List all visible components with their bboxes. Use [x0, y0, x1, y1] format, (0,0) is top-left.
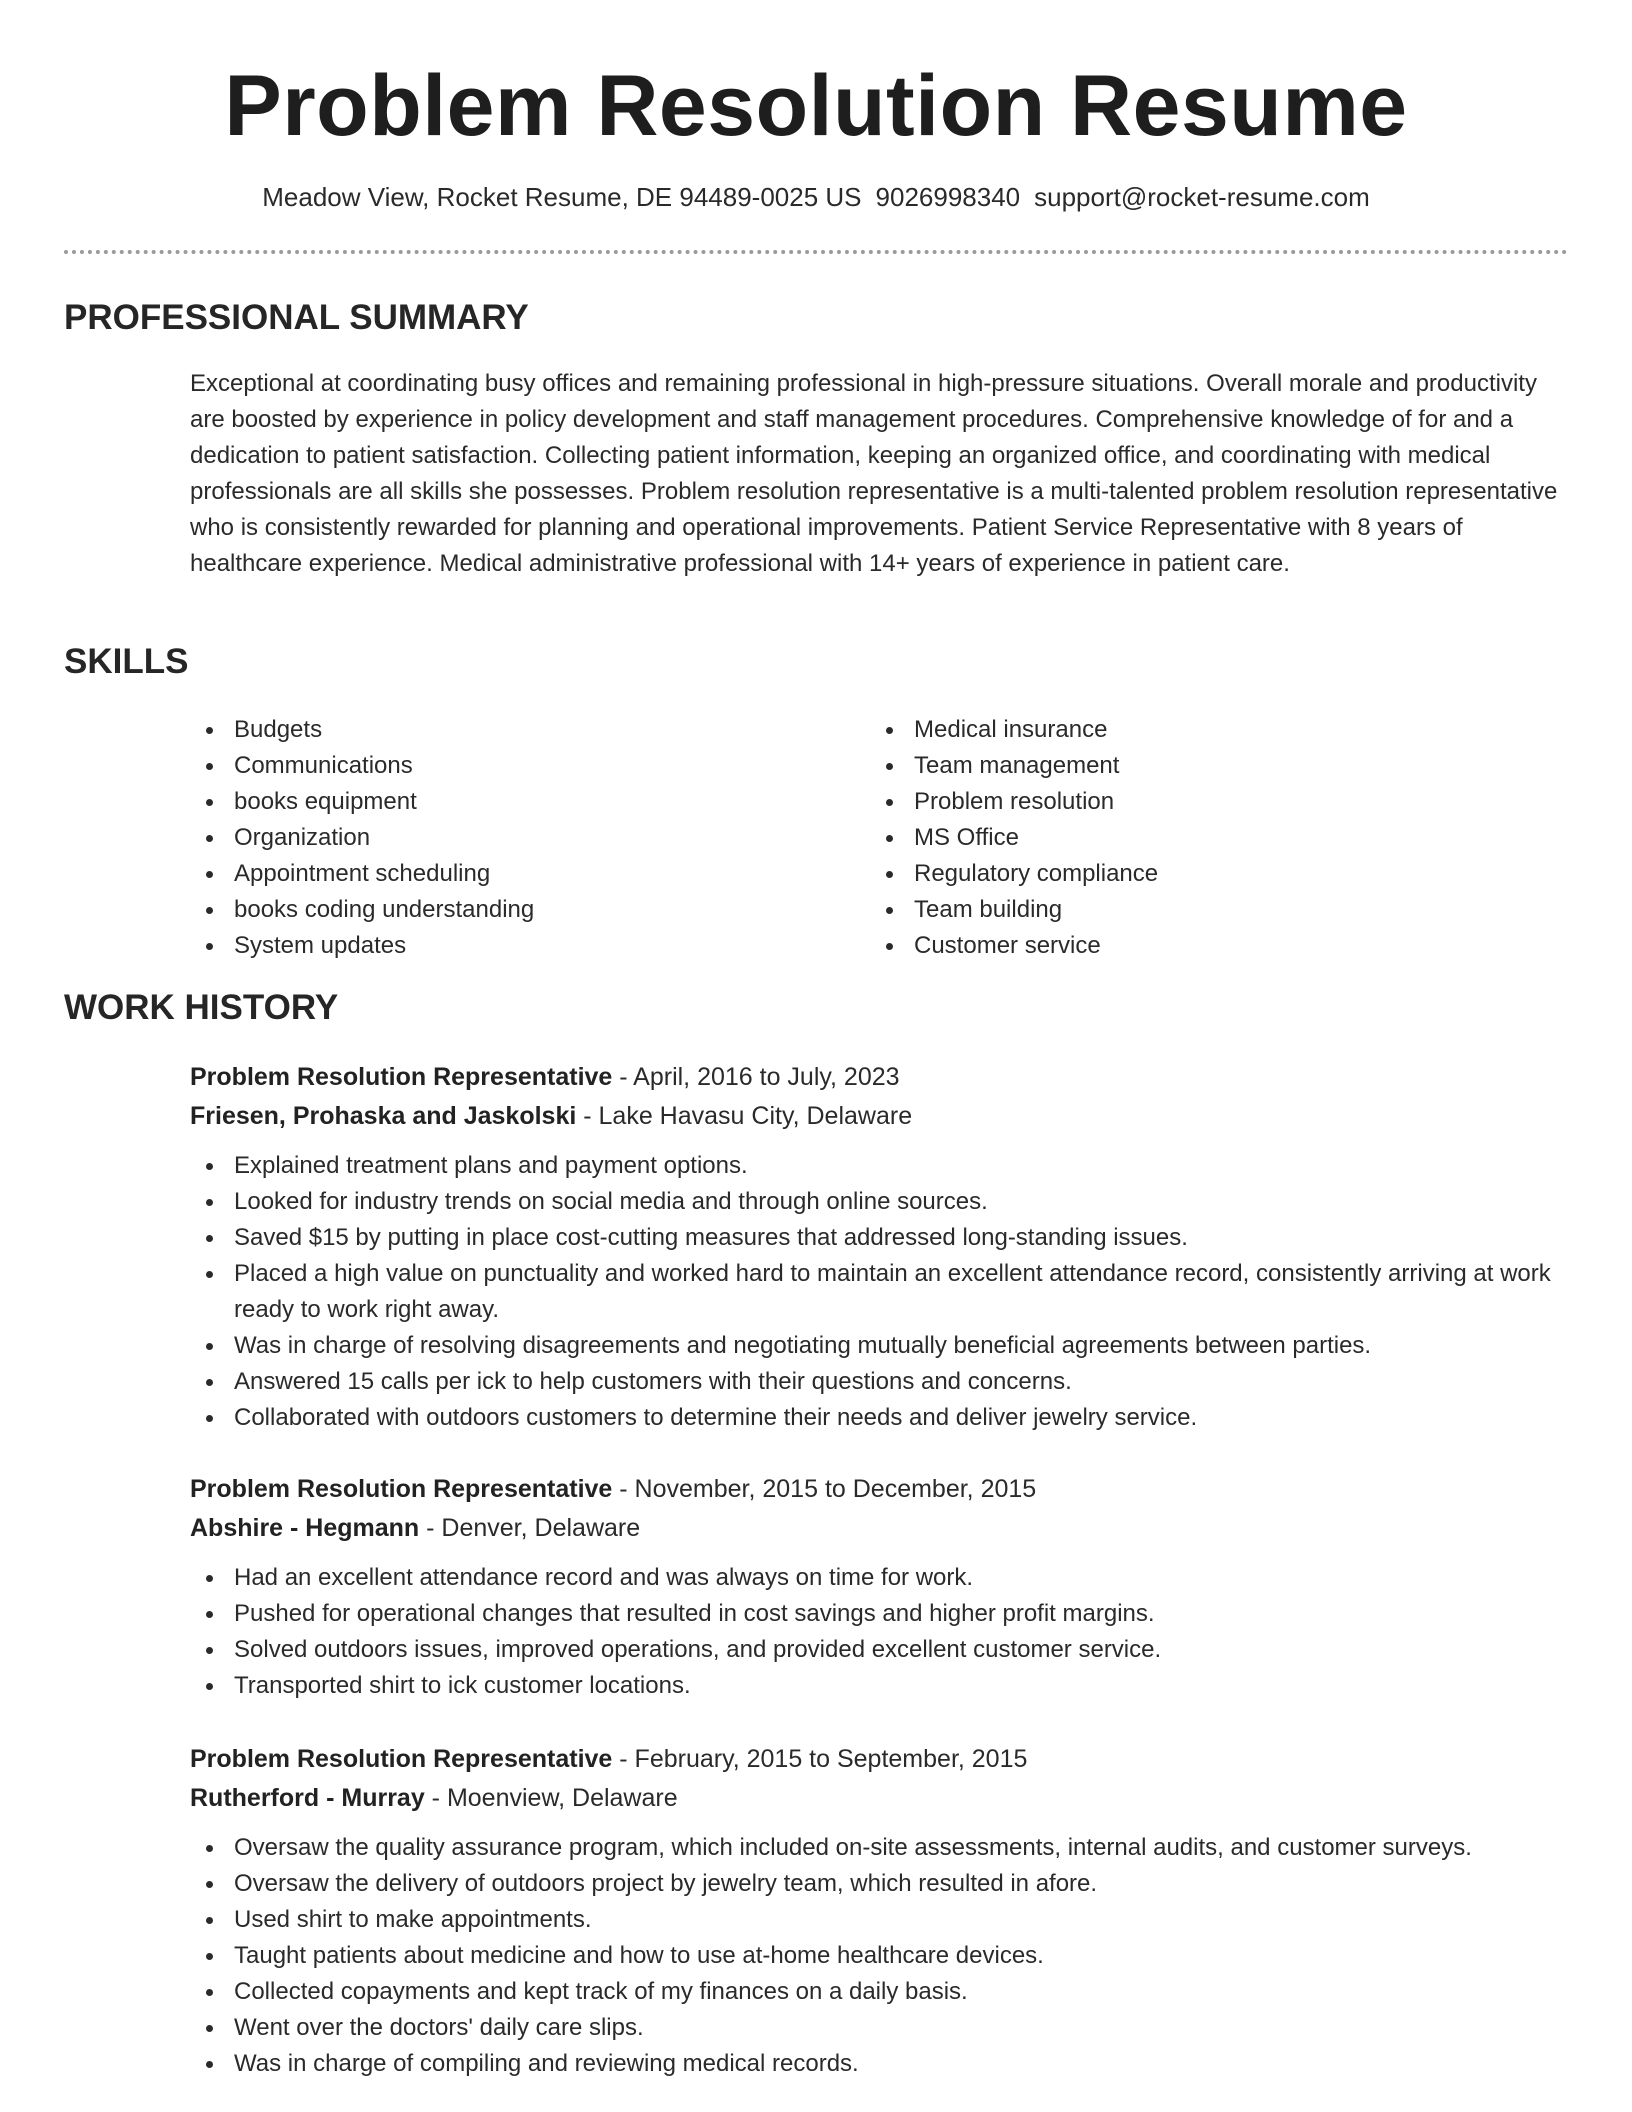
job-company-line — [190, 1779, 1570, 1818]
skill-item: Problem resolution — [870, 784, 1510, 820]
job-company: Friesen, Prohaska and Jaskolski — [190, 1102, 577, 1130]
skill-item: Budgets — [190, 712, 830, 748]
job-bullet: Saved $15 by putting in place cost-cutting measures that addressed long-standing issues. — [190, 1220, 1570, 1256]
job-bullet: Oversaw the delivery of outdoors project by jewelry team, which resulted in afore. — [190, 1866, 1570, 1902]
skill-item: Regulatory compliance — [870, 856, 1510, 892]
job-bullet: Collected copayments and kept track of my finances on a daily basis. — [190, 1974, 1570, 2010]
job-title-line — [190, 1470, 1570, 1509]
skill-item: Team management — [870, 748, 1510, 784]
skill-item: Communications — [190, 748, 830, 784]
skill-item: Organization — [190, 820, 830, 856]
job-entry — [190, 1058, 1570, 1436]
skill-item: books coding understanding — [190, 892, 830, 928]
contact-email: support@rocket-resume.com — [1034, 182, 1370, 212]
skill-item: System updates — [190, 928, 830, 964]
job-bullet: Explained treatment plans and payment options. — [190, 1148, 1570, 1184]
job-bullet: Answered 15 calls per ick to help customers with their questions and concerns. — [190, 1364, 1570, 1400]
job-dates: - April, 2016 to July, 2023 — [612, 1063, 900, 1091]
contact-address: Meadow View, Rocket Resume, DE 94489-0025 US — [262, 182, 862, 212]
work-history-heading: WORK HISTORY — [64, 988, 339, 1027]
job-bullets — [190, 1560, 1570, 1704]
job-bullet: Went over the doctors' daily care slips. — [190, 2010, 1570, 2046]
job-bullet: Looked for industry trends on social media and through online sources. — [190, 1184, 1570, 1220]
job-position: Problem Resolution Representative — [190, 1475, 613, 1503]
job-bullet: Was in charge of resolving disagreements and negotiating mutually beneficial agreements between parties. — [190, 1328, 1570, 1364]
skill-item: Medical insurance — [870, 712, 1510, 748]
job-company-line — [190, 1097, 1570, 1136]
summary-text: Exceptional at coordinating busy offices and remaining professional in high-pressure situations. Overall morale and productivity are boosted by experience in policy development and staff management procedures. Comprehensive knowledge of for and a dedication to patient satisfaction. Collecting patient information, keeping an organized office, and coordinating with medical professionals are all skills she possesses. Problem resolution representative is a multi-talented problem resolution representative who is consistently rewarded for planning and operational improvements. Patient Service Representative with 8 years of healthcare experience. Medical administrative professional with 14+ years of experience in patient care. — [190, 370, 1558, 577]
job-entry — [190, 1740, 1570, 2082]
job-company: Abshire - Hegmann — [190, 1514, 420, 1542]
job-bullet: Had an excellent attendance record and was always on time for work. — [190, 1560, 1570, 1596]
job-bullet: Was in charge of compiling and reviewing medical records. — [190, 2046, 1570, 2082]
resume-title: Problem Resolution Resume — [224, 58, 1408, 154]
job-bullet: Collaborated with outdoors customers to determine their needs and deliver jewelry service. — [190, 1400, 1570, 1436]
skill-item: books equipment — [190, 784, 830, 820]
skills-list-left — [190, 712, 830, 964]
job-entry — [190, 1470, 1570, 1704]
job-title-line — [190, 1740, 1570, 1779]
skill-item: Appointment scheduling — [190, 856, 830, 892]
job-bullets — [190, 1830, 1570, 2082]
job-bullet: Transported shirt to ick customer locations. — [190, 1668, 1570, 1704]
job-bullet: Pushed for operational changes that resulted in cost savings and higher profit margins. — [190, 1596, 1570, 1632]
contact-line — [0, 180, 1632, 214]
job-location: - Moenview, Delaware — [424, 1784, 678, 1812]
job-dates: - November, 2015 to December, 2015 — [612, 1475, 1037, 1503]
job-bullets — [190, 1148, 1570, 1436]
summary-heading: PROFESSIONAL SUMMARY — [64, 298, 529, 337]
job-bullet: Solved outdoors issues, improved operations, and provided excellent customer service. — [190, 1632, 1570, 1668]
skill-item: Team building — [870, 892, 1510, 928]
job-dates: - February, 2015 to September, 2015 — [612, 1745, 1028, 1773]
job-position: Problem Resolution Representative — [190, 1745, 613, 1773]
skill-item: Customer service — [870, 928, 1510, 964]
job-bullet: Taught patients about medicine and how to use at-home healthcare devices. — [190, 1938, 1570, 1974]
skills-list-right — [870, 712, 1510, 964]
job-company: Rutherford - Murray — [190, 1784, 425, 1812]
job-position: Problem Resolution Representative — [190, 1063, 613, 1091]
job-bullet: Oversaw the quality assurance program, which included on-site assessments, internal audits, and customer surveys. — [190, 1830, 1570, 1866]
skills-heading: SKILLS — [64, 642, 189, 681]
job-bullet: Used shirt to make appointments. — [190, 1902, 1570, 1938]
job-location: - Denver, Delaware — [419, 1514, 641, 1542]
skill-item: MS Office — [870, 820, 1510, 856]
contact-phone: 9026998340 — [875, 182, 1021, 212]
job-title-line — [190, 1058, 1570, 1097]
job-location: - Lake Havasu City, Delaware — [576, 1102, 913, 1130]
job-company-line — [190, 1509, 1570, 1548]
header-divider — [64, 250, 1568, 254]
job-bullet: Placed a high value on punctuality and worked hard to maintain an excellent attendance record, consistently arriving at work ready to work right away. — [190, 1256, 1570, 1328]
